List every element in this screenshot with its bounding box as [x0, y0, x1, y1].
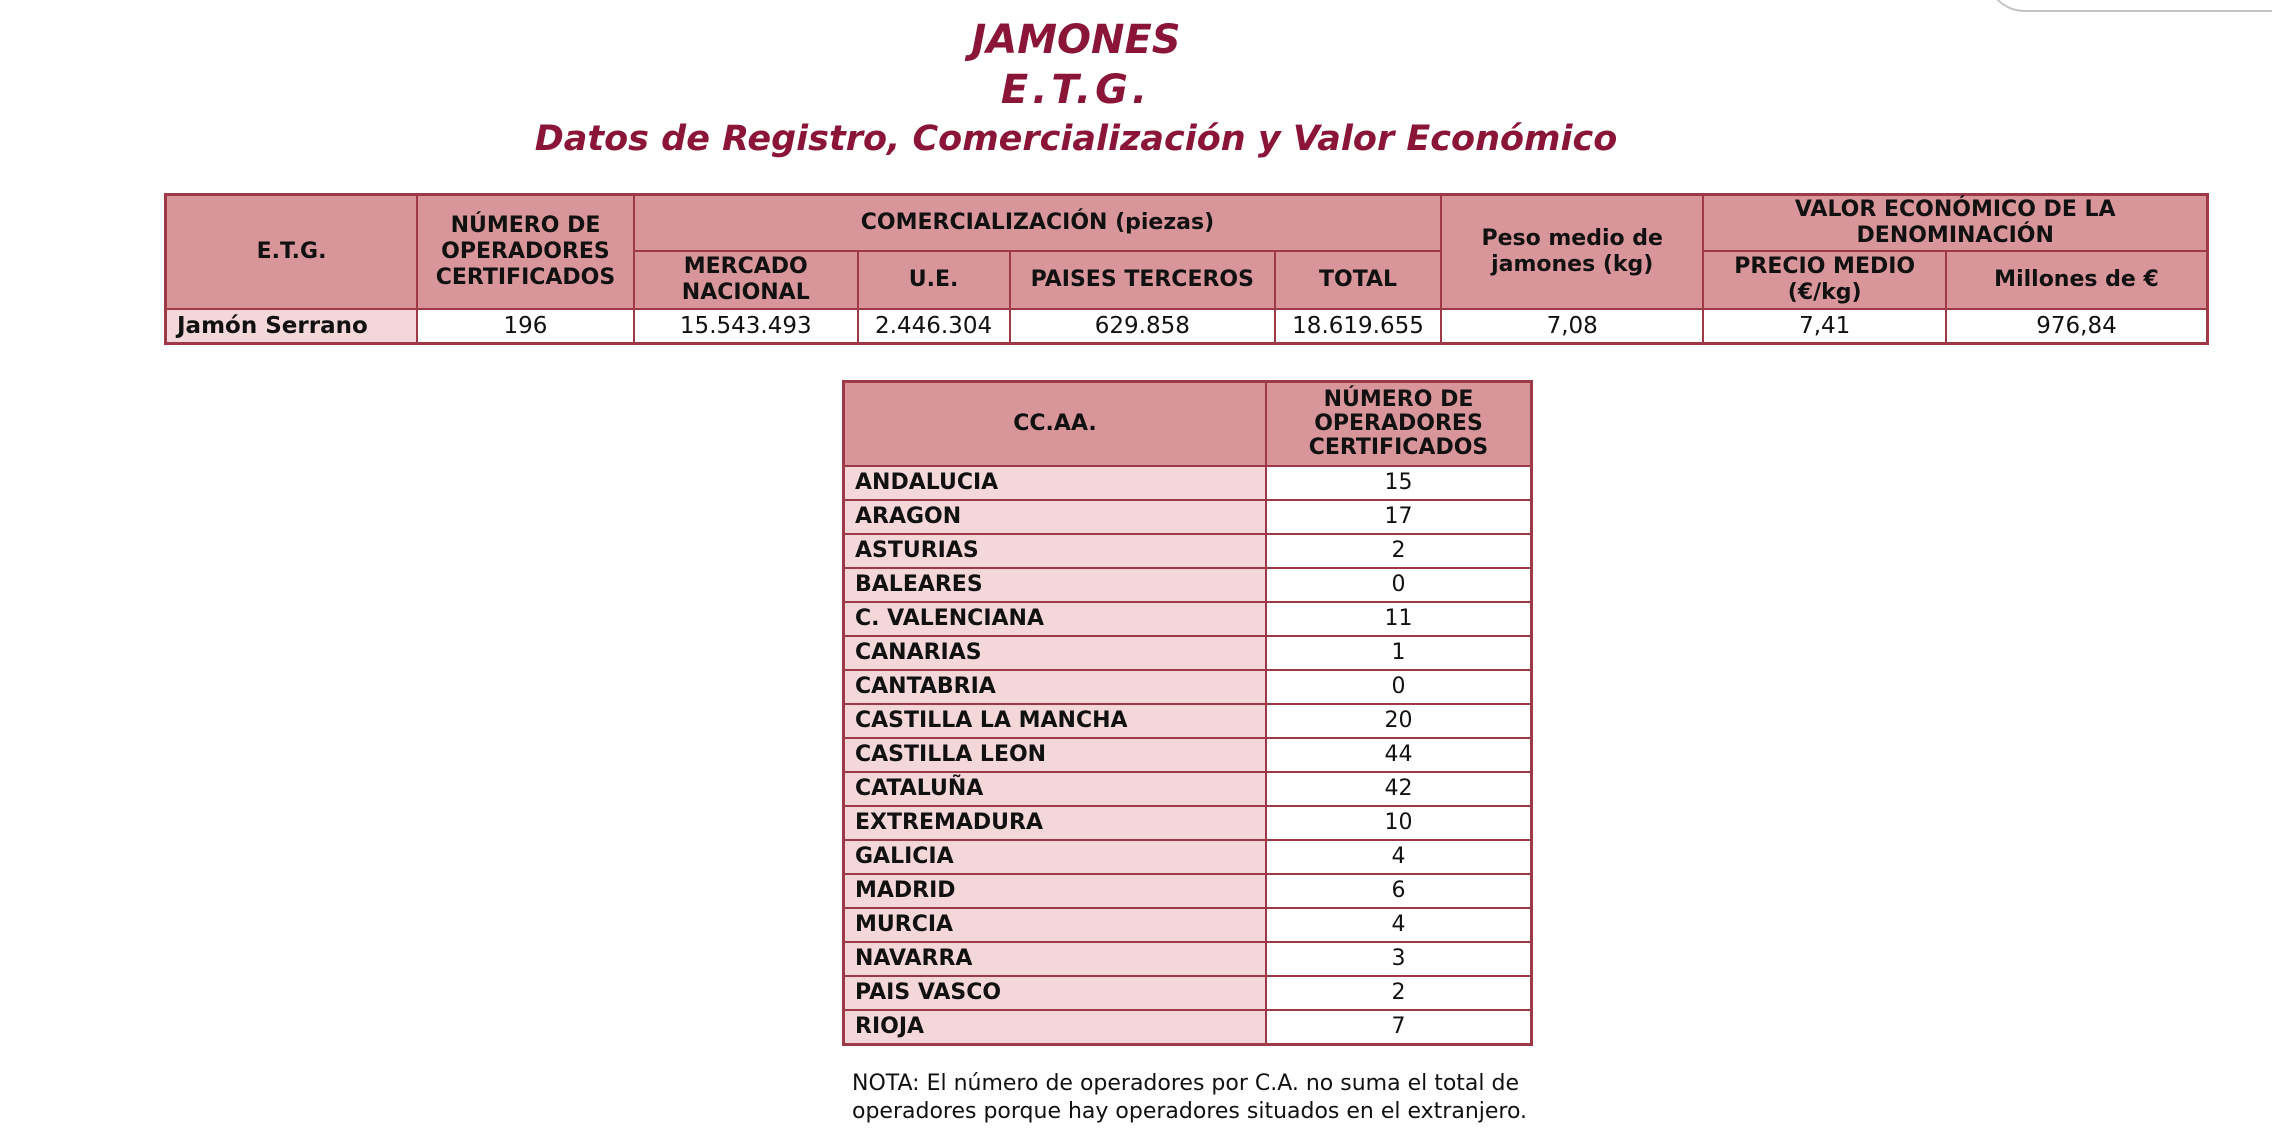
header-region-operators: NÚMERO DE OPERADORES CERTIFICADOS: [1266, 382, 1532, 466]
cell-millions: 976,84: [1946, 309, 2208, 344]
header-ue: U.E.: [858, 251, 1010, 309]
table-row: [166, 309, 2208, 344]
region-operators: 11: [1266, 602, 1532, 636]
table-row: [844, 806, 1532, 840]
region-name: C. VALENCIANA: [844, 602, 1267, 636]
table-row: [844, 738, 1532, 772]
header-region: CC.AA.: [844, 382, 1267, 466]
region-operators: 4: [1266, 908, 1532, 942]
regions-body: [844, 466, 1532, 1045]
region-name: CASTILLA LA MANCHA: [844, 704, 1267, 738]
table-row: [844, 466, 1532, 500]
region-operators: 17: [1266, 500, 1532, 534]
region-name: ARAGON: [844, 500, 1267, 534]
region-name: EXTREMADURA: [844, 806, 1267, 840]
main-data-table: [164, 193, 2209, 345]
title-block: [0, 14, 2272, 164]
page-corner-decoration: [1985, 0, 2272, 12]
header-commercialization: COMERCIALIZACIÓN (piezas): [634, 195, 1441, 251]
region-name: CANTABRIA: [844, 670, 1267, 704]
table-row: [844, 908, 1532, 942]
region-name: NAVARRA: [844, 942, 1267, 976]
header-third: PAISES TERCEROS: [1010, 251, 1276, 309]
page-title: JAMONES: [971, 17, 1181, 63]
region-name: ANDALUCIA: [844, 466, 1267, 500]
header-econ-value: VALOR ECONÓMICO DE LA DENOMINACIÓN: [1703, 195, 2207, 251]
table-row: [844, 534, 1532, 568]
table-row: [844, 772, 1532, 806]
table-row: [844, 942, 1532, 976]
table-row: [844, 874, 1532, 908]
cell-operators: 196: [417, 309, 634, 344]
row-name: Jamón Serrano: [166, 309, 418, 344]
region-name: CASTILLA LEON: [844, 738, 1267, 772]
table-row: [844, 636, 1532, 670]
region-name: PAIS VASCO: [844, 976, 1267, 1010]
header-avg-price: PRECIO MEDIO (€/kg): [1703, 251, 1946, 309]
header-weight: Peso medio de jamones (kg): [1441, 195, 1703, 309]
table-row: [844, 976, 1532, 1010]
cell-national: 15.543.493: [634, 309, 858, 344]
region-name: ASTURIAS: [844, 534, 1267, 568]
region-operators: 0: [1266, 670, 1532, 704]
cell-weight: 7,08: [1441, 309, 1703, 344]
table-row: [844, 670, 1532, 704]
table-row: [844, 602, 1532, 636]
region-operators: 42: [1266, 772, 1532, 806]
footnote: NOTA: El número de operadores por C.A. no suma el total de operadores porque hay operadores situados en el extranjero.: [852, 1071, 1528, 1124]
region-operators: 4: [1266, 840, 1532, 874]
region-operators: 1: [1266, 636, 1532, 670]
region-name: CATALUÑA: [844, 772, 1267, 806]
header-millions: Millones de €: [1946, 251, 2208, 309]
header-etg: E.T.G.: [166, 195, 418, 309]
region-operators: 15: [1266, 466, 1532, 500]
region-name: CANARIAS: [844, 636, 1267, 670]
region-name: BALEARES: [844, 568, 1267, 602]
table-row: [844, 704, 1532, 738]
header-operators: NÚMERO DE OPERADORES CERTIFICADOS: [417, 195, 634, 309]
region-operators: 7: [1266, 1010, 1532, 1045]
table-row: [844, 840, 1532, 874]
region-name: MADRID: [844, 874, 1267, 908]
region-operators: 2: [1266, 534, 1532, 568]
cell-total: 18.619.655: [1275, 309, 1441, 344]
page-subtitle: Datos de Registro, Comercialización y Valor Económico: [534, 119, 1618, 159]
region-operators: 10: [1266, 806, 1532, 840]
cell-third: 629.858: [1010, 309, 1276, 344]
region-operators: 2: [1266, 976, 1532, 1010]
region-name: MURCIA: [844, 908, 1267, 942]
region-name: GALICIA: [844, 840, 1267, 874]
region-name: RIOJA: [844, 1010, 1267, 1045]
header-national: MERCADO NACIONAL: [634, 251, 858, 309]
region-operators: 6: [1266, 874, 1532, 908]
table-row: [844, 500, 1532, 534]
region-operators: 3: [1266, 942, 1532, 976]
regions-table: [842, 380, 1533, 1046]
header-total: TOTAL: [1275, 251, 1441, 309]
cell-avg-price: 7,41: [1703, 309, 1946, 344]
cell-ue: 2.446.304: [858, 309, 1010, 344]
region-operators: 44: [1266, 738, 1532, 772]
table-row: [844, 568, 1532, 602]
page-subtitle-etg: E.T.G.: [1000, 67, 1152, 113]
table-row: [844, 1010, 1532, 1045]
region-operators: 20: [1266, 704, 1532, 738]
region-operators: 0: [1266, 568, 1532, 602]
